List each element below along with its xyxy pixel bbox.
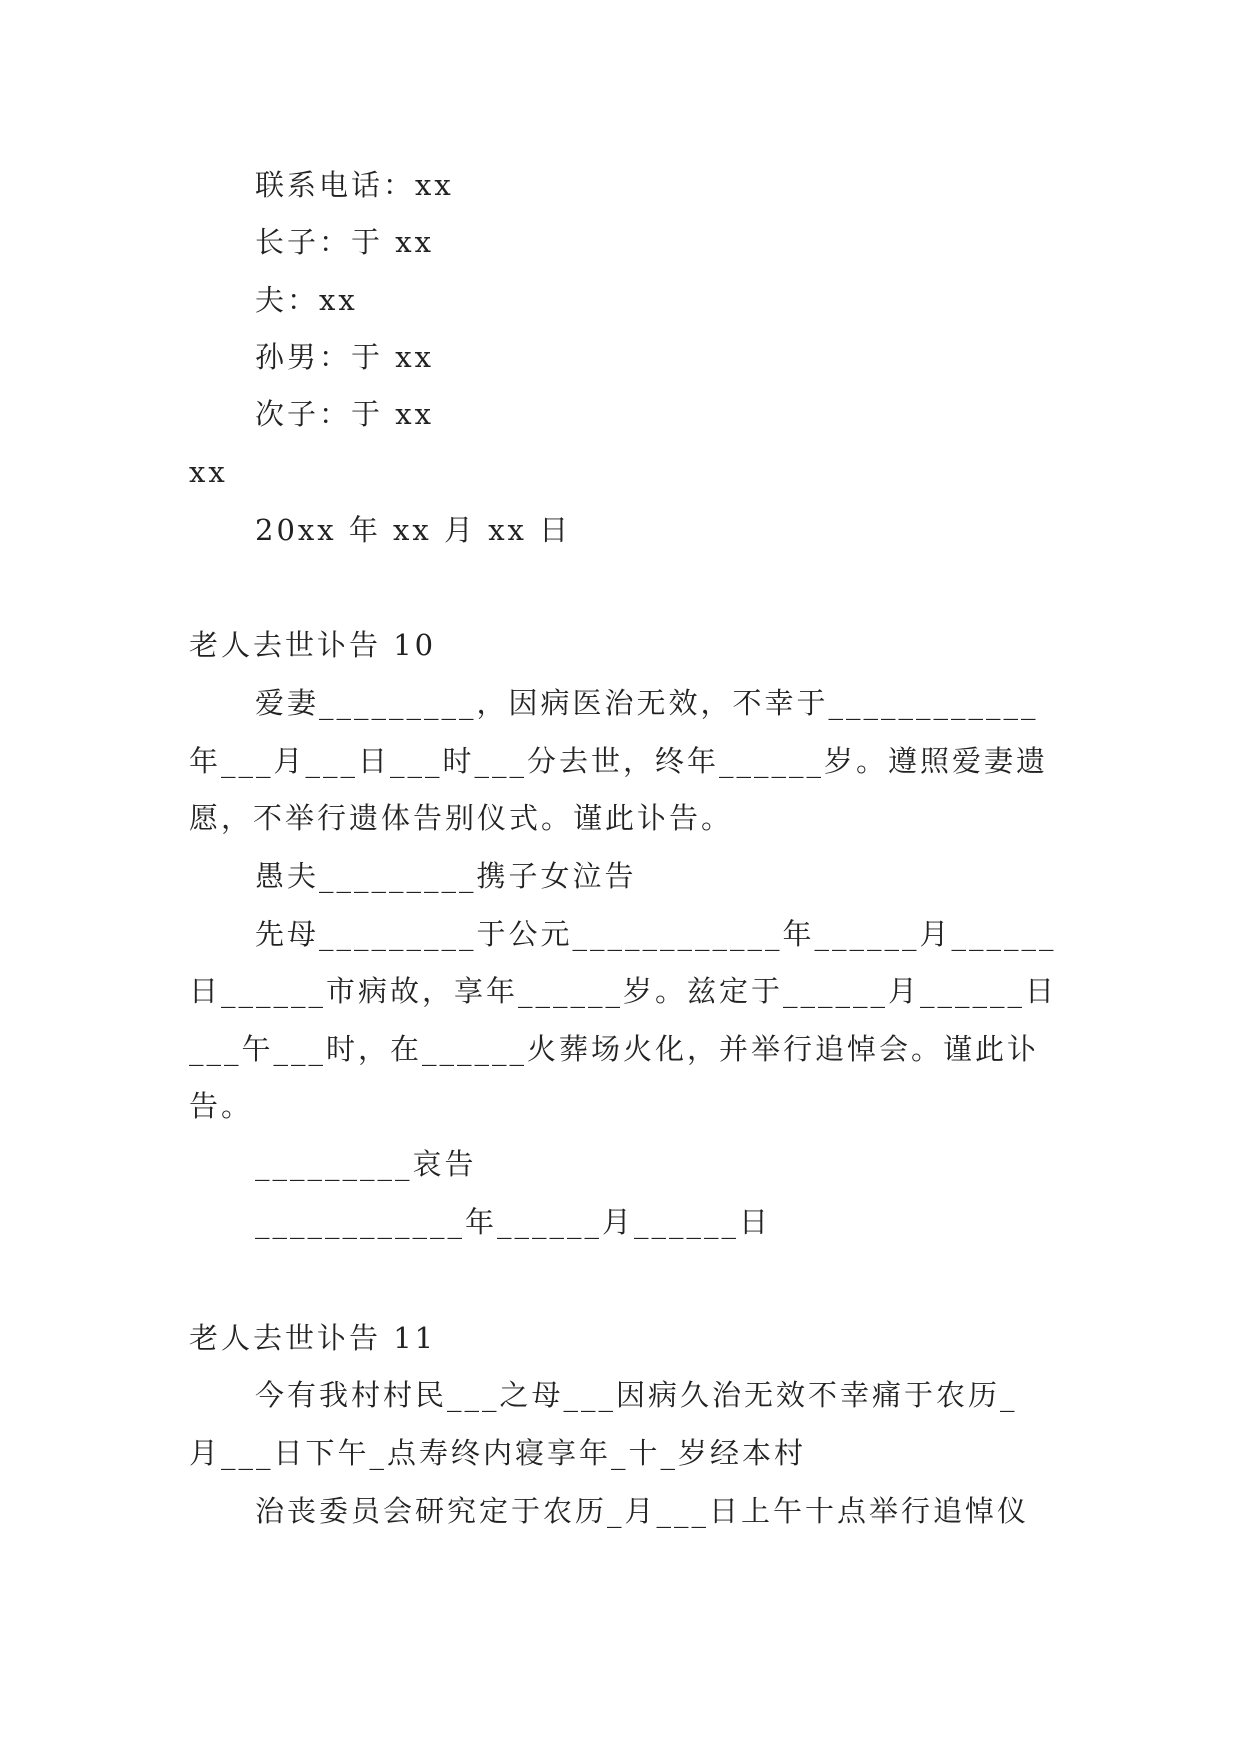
second-son: 次子：于 xx — [255, 397, 434, 431]
paragraph-line: 日______市病故，享年______岁。兹定于______月______日 — [189, 974, 1058, 1008]
paragraph-line: 今有我村村民___之母___因病久治无效不幸痛于农历_ — [255, 1378, 1018, 1412]
paragraph-line: 愚夫_________携子女泣告 — [255, 859, 637, 893]
paragraph-line: 治丧委员会研究定于农历_月___日上午十点举行追悼仪 — [255, 1494, 1030, 1528]
eldest-son: 长子：于 xx — [255, 225, 434, 259]
paragraph-line: 先母_________于公元____________年______月______ — [255, 917, 1057, 951]
paragraph-line: 年___月___日___时___分去世，终年______岁。遵照爱妻遗 — [189, 744, 1049, 778]
section-title-10: 老人去世讣告 10 — [189, 628, 437, 662]
mourn-signature: _________哀告 — [255, 1147, 477, 1181]
mourn-date: ____________年______月______日 — [255, 1205, 772, 1239]
paragraph-line: 愿，不举行遗体告别仪式。谨此讣告。 — [189, 801, 734, 835]
paragraph-line: 爱妻_________，因病医治无效，不幸于____________ — [255, 686, 1039, 720]
section-title-11: 老人去世讣告 11 — [189, 1321, 437, 1355]
paragraph-line: 月___日下午_点寿终内寝享年_十_岁经本村 — [189, 1436, 807, 1470]
husband: 夫：xx — [255, 283, 358, 317]
notice-date: 20xx 年 xx 月 xx 日 — [255, 513, 572, 547]
paragraph-line: 告。 — [189, 1089, 254, 1123]
signature: xx — [189, 455, 228, 489]
paragraph-line: ___午___时，在______火葬场火化，并举行追悼会。谨此讣 — [189, 1032, 1040, 1066]
grandson: 孙男：于 xx — [255, 340, 434, 374]
contact-phone: 联系电话：xx — [255, 168, 454, 202]
